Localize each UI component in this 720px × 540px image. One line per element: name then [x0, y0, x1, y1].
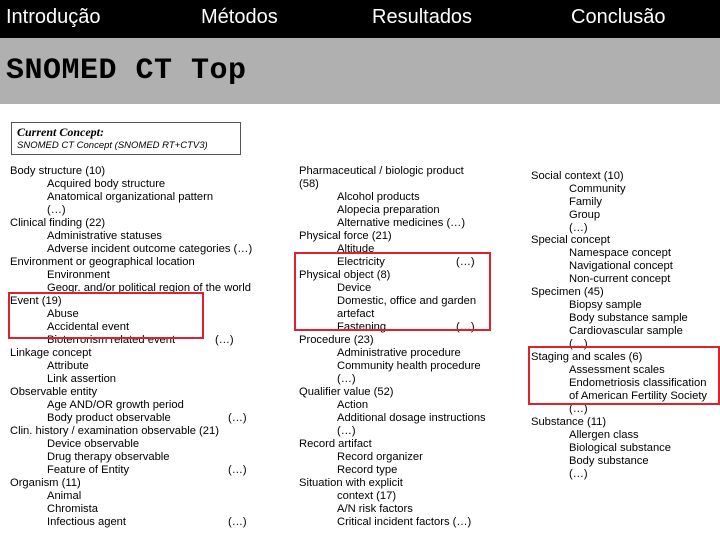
list-item: (…) [456, 321, 475, 333]
list-item: Administrative procedure [337, 347, 461, 359]
list-item: (…) [228, 516, 247, 528]
list-item: Organism (11) [10, 477, 81, 489]
list-item: Navigational concept [569, 260, 673, 272]
list-item: Namespace concept [569, 247, 671, 259]
list-item: Body structure (10) [10, 165, 106, 177]
list-item: Record organizer [337, 451, 423, 463]
list-item: Event (19) [10, 295, 62, 307]
list-item: (58) [299, 178, 319, 190]
list-item: Body product observable [47, 412, 171, 424]
list-item: Family [569, 196, 602, 208]
list-item: (…) [569, 338, 588, 350]
current-concept-title: Current Concept: [17, 125, 105, 139]
list-item: Staging and scales (6) [531, 351, 643, 363]
list-item: Body substance sample [569, 312, 688, 324]
list-item: (…) [337, 373, 356, 385]
nav-resultados[interactable]: Resultados [372, 6, 473, 28]
event-highlight-box [8, 292, 204, 339]
list-item: Accidental event [47, 321, 130, 333]
list-item: (…) [228, 464, 247, 476]
list-item: Clinical finding (22) [10, 217, 106, 229]
list-item: Biopsy sample [569, 299, 642, 311]
list-item: Assessment scales [569, 364, 665, 376]
list-item: Additional dosage instructions [337, 412, 486, 424]
list-item: Pharmaceutical / biologic product [299, 165, 464, 177]
current-concept-box [11, 122, 241, 155]
list-item: Physical force (21) [299, 230, 392, 242]
list-item: Endometriosis classification [569, 377, 707, 389]
list-item: Environment or geographical location [10, 256, 195, 268]
list-item: Record type [337, 464, 398, 476]
list-item: Body substance [569, 455, 649, 467]
list-item: Biological substance [569, 442, 671, 454]
list-item: Record artifact [299, 438, 372, 450]
list-item: Group [569, 209, 601, 221]
list-item: Age AND/OR growth period [47, 399, 184, 411]
list-item: Qualifier value (52) [299, 386, 394, 398]
staging-highlight-box [528, 346, 720, 405]
list-item: (…) [215, 334, 234, 346]
list-item: Device observable [47, 438, 140, 450]
list-item: Device [337, 282, 372, 294]
list-item: Cardiovascular sample [569, 325, 683, 337]
list-item: of American Fertility Society [569, 390, 708, 402]
list-item: (…) [456, 256, 475, 268]
list-item: (…) [569, 468, 588, 480]
list-item: Allergen class [569, 429, 639, 441]
list-item: Community [569, 183, 626, 195]
list-item: (…) [228, 412, 247, 424]
list-item: (…) [569, 222, 588, 234]
list-item: Drug therapy observable [47, 451, 170, 463]
current-concept-value: SNOMED CT Concept (SNOMED RT+CTV3) [17, 140, 208, 151]
list-item: Attribute [47, 360, 89, 372]
list-item: Critical incident factors (…) [337, 516, 472, 528]
list-item: Abuse [47, 308, 79, 320]
list-item: Infectious agent [47, 516, 126, 528]
list-item: Substance (11) [531, 416, 607, 428]
list-item: Special concept [531, 234, 610, 246]
list-item: (…) [569, 403, 588, 415]
list-item: Social context (10) [531, 170, 624, 182]
list-item: Anatomical organizational pattern [47, 191, 214, 203]
list-item: artefact [337, 308, 375, 320]
list-item: Animal [47, 490, 82, 502]
list-item: A/N risk factors [337, 503, 413, 515]
list-item: Clin. history / examination observable (21) [10, 425, 219, 437]
list-item: Domestic, office and garden [337, 295, 477, 307]
list-item: Feature of Entity [47, 464, 130, 476]
list-item: Chromista [47, 503, 98, 515]
list-item: Link assertion [47, 373, 117, 385]
list-item: Electricity [337, 256, 385, 268]
list-item: Situation with explicit [299, 477, 403, 489]
list-item: Non-current concept [569, 273, 671, 285]
list-item: Alternative medicines (…) [337, 217, 466, 229]
nav-metodos[interactable]: Métodos [201, 6, 278, 28]
page-title: SNOMED CT Top [6, 54, 247, 88]
list-item: Action [337, 399, 369, 411]
list-item: Fastening [337, 321, 387, 333]
list-item: Altitude [337, 243, 375, 255]
nav-conclusao[interactable]: Conclusão [571, 6, 666, 28]
list-item: Community health procedure [337, 360, 481, 372]
list-item: Observable entity [10, 386, 98, 398]
list-item: Procedure (23) [299, 334, 374, 346]
list-item: Alopecia preparation [337, 204, 440, 216]
list-item: Administrative statuses [47, 230, 163, 242]
list-item: Alcohol products [337, 191, 420, 203]
list-item: Bioterrorism related event [47, 334, 176, 346]
list-item: Linkage concept [10, 347, 92, 359]
list-item: context (17) [337, 490, 397, 502]
list-item: Geogr. and/or political region of the world [47, 282, 251, 294]
list-item: Environment [47, 269, 110, 281]
list-item: Adverse incident outcome categories (…) [47, 243, 253, 255]
list-item: Physical object (8) [299, 269, 391, 281]
nav-introducao[interactable]: Introdução [6, 6, 101, 28]
list-item: (…) [337, 425, 356, 437]
list-item: (…) [47, 204, 66, 216]
physical-highlight-box [294, 252, 491, 331]
list-item: Specimen (45) [531, 286, 604, 298]
list-item: Acquired body structure [47, 178, 166, 190]
